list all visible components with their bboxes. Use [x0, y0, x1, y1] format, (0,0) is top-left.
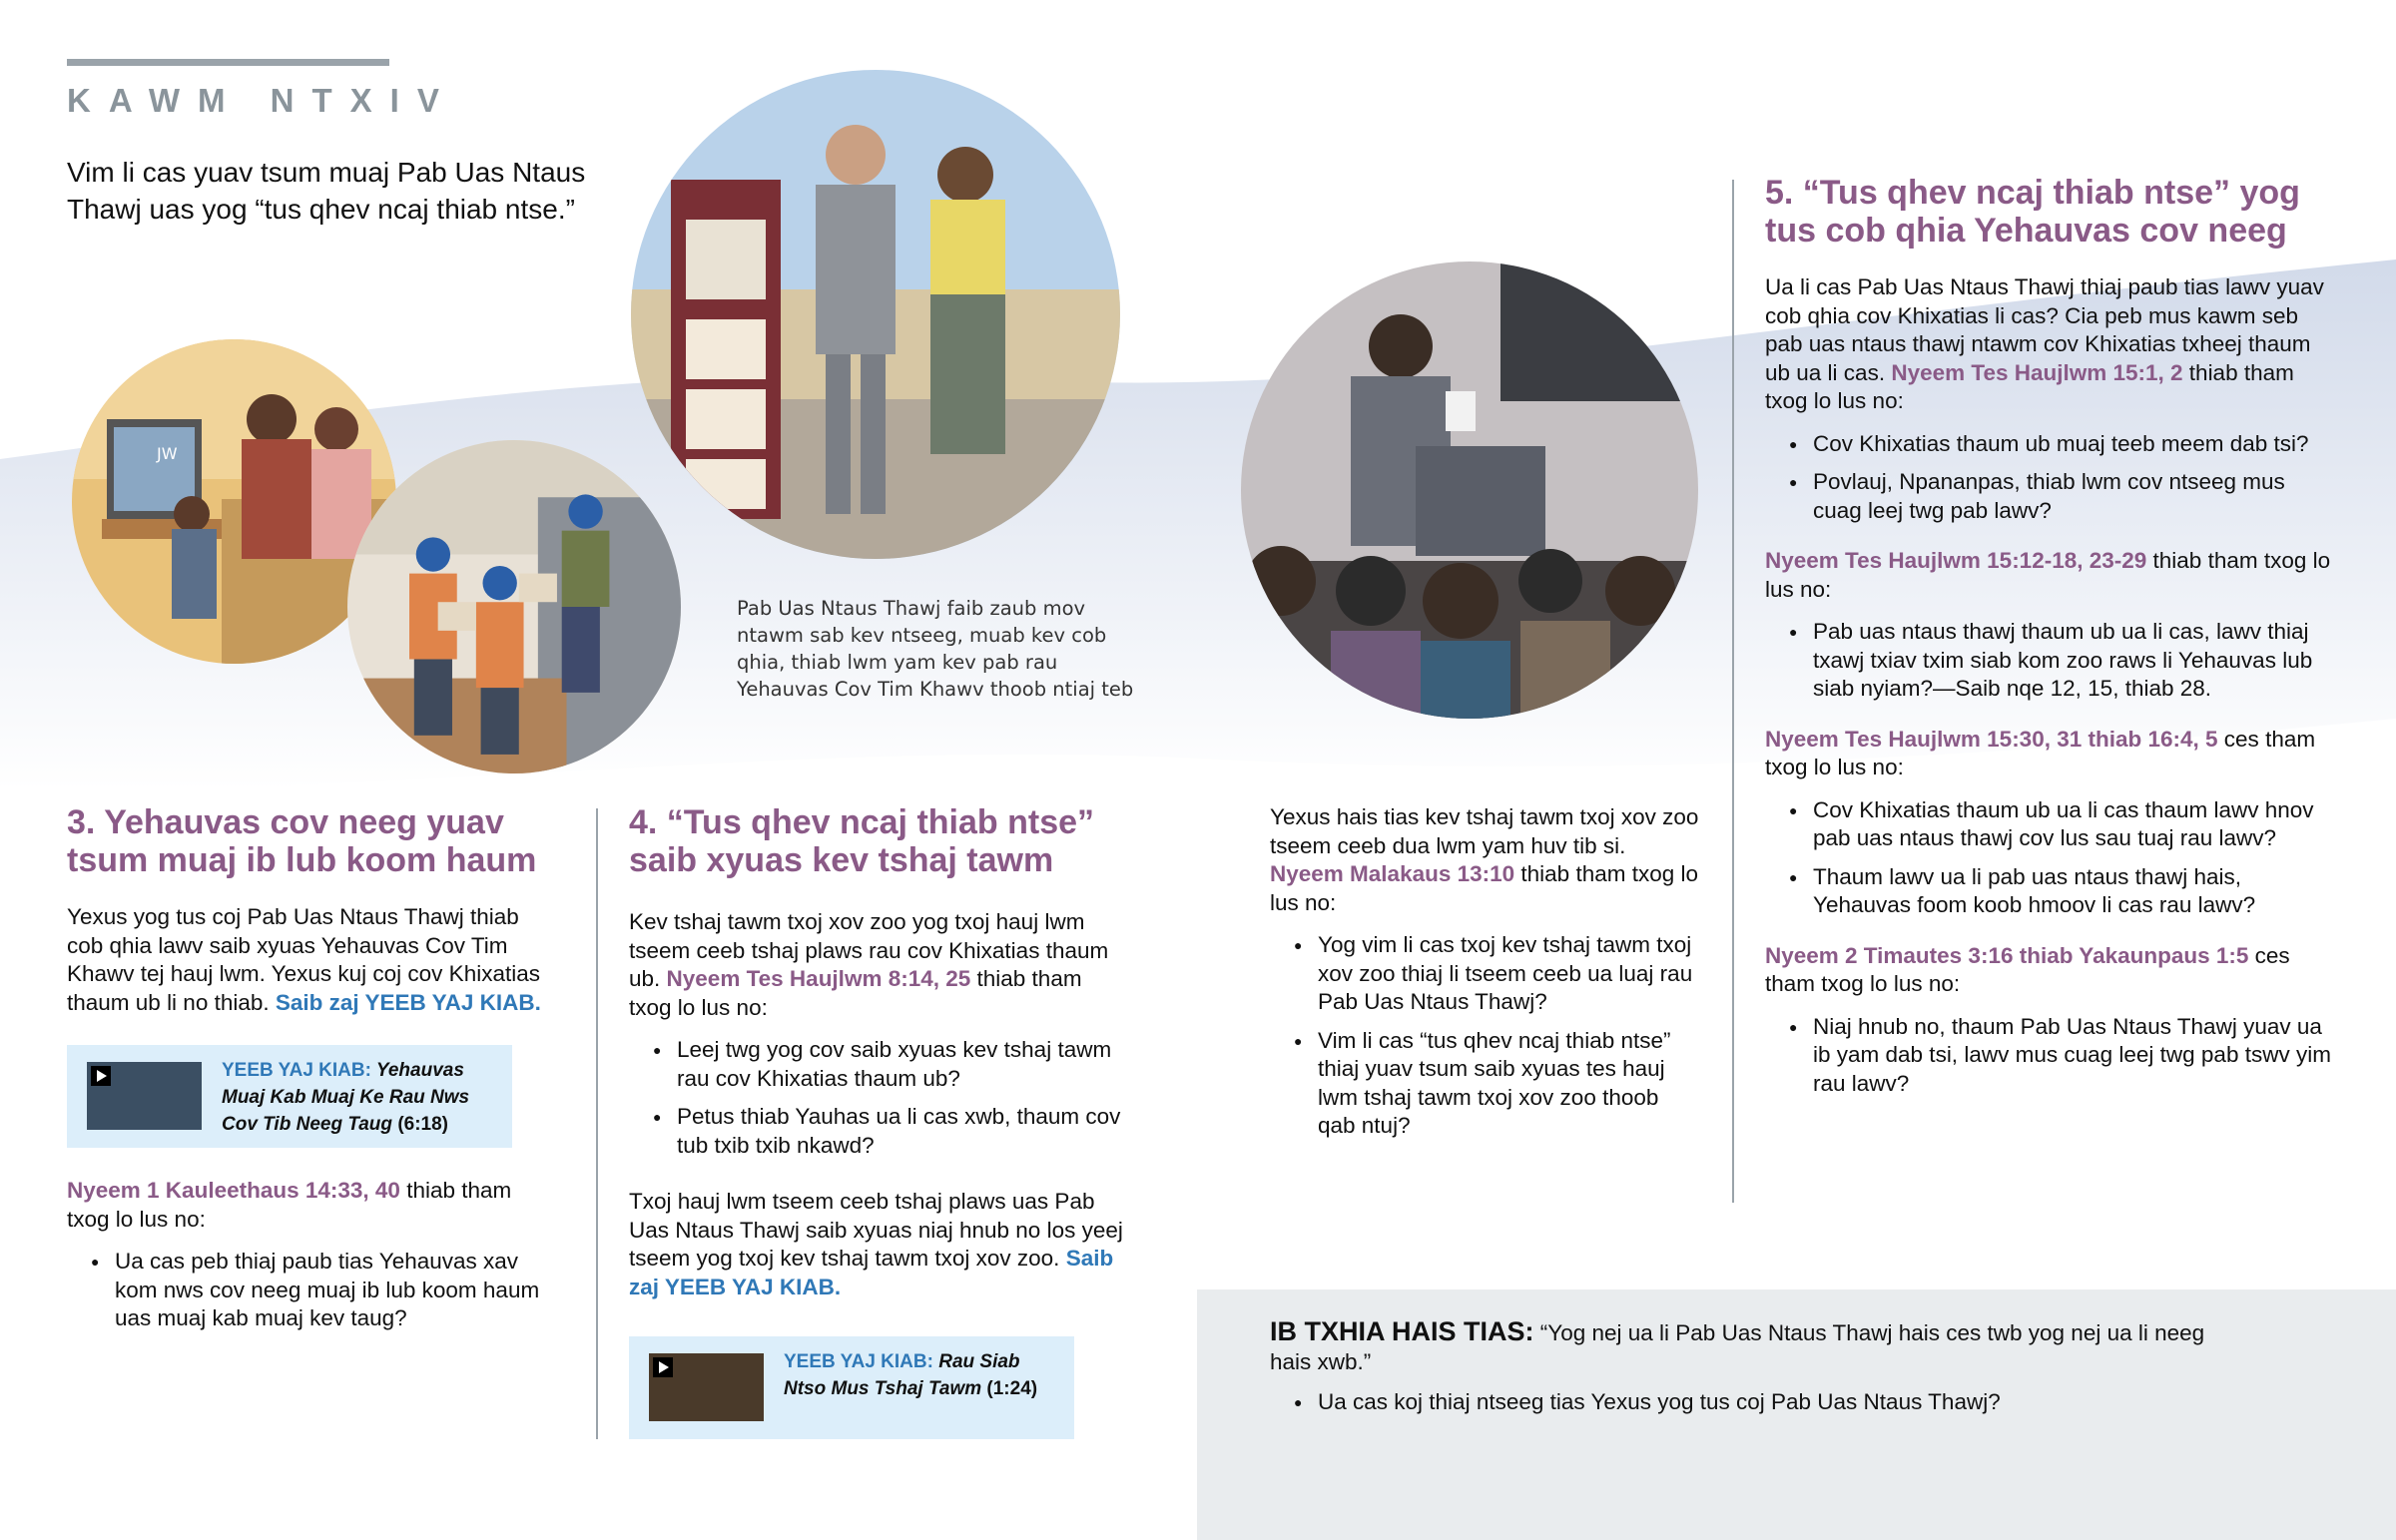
section3-bullets [67, 1248, 556, 1333]
list-item: ● Yog vim li cas txoj kev tshaj tawm txoj xov zoo thiaj li tseem ceeb ua luaj rau Pab Uas Ntaus Thawj? [1270, 931, 1699, 1017]
panel-quote: “Yog nej ua li Pab Uas Ntaus Thawj hais ces twb yog nej ua li neeg hais xwb.” [1270, 1320, 2205, 1374]
video-thumbnail[interactable] [649, 1353, 764, 1421]
column-divider [596, 808, 598, 1439]
section4-ref[interactable]: Nyeem Tes Haujlwm 8:14, 25 [666, 966, 971, 991]
image-caption: Pab Uas Ntaus Thawj faib zaub mov ntawm sab kev ntseeg, muab kev cob qhia, thiab lwm yam kev pab rau Yehauvas Cov Tim Khawv thoob ntiaj teb [737, 597, 1134, 701]
section4-body [629, 908, 1128, 1329]
section4-heading: 4. “Tus qhev ncaj thiab ntse” saib xyuas kev tshaj tawm [629, 803, 1095, 879]
section4b-bullets [1270, 931, 1699, 1141]
column-divider [1732, 180, 1734, 1203]
section5-body [1765, 273, 2334, 1108]
section3-video-link[interactable]: Saib zaj YEEB YAJ KIAB. [275, 989, 541, 1015]
section4-bullets [629, 1036, 1128, 1160]
video-duration: (1:24) [986, 1378, 1038, 1399]
section5-bullets2 [1765, 618, 2334, 704]
section5-ref4[interactable]: Nyeem 2 Timautes 3:16 thiab Yakaunpaus 1:5 [1765, 942, 2249, 968]
list-item: ● Ua cas koj thiaj ntseeg tias Yexus yog tus coj Pab Uas Ntaus Thawj? [1270, 1388, 2228, 1417]
intro-question: Vim li cas yuav tsum muaj Pab Uas Ntaus Thawj uas yog “tus qhev ncaj thiab ntse.” [67, 157, 586, 225]
section4-para2: Txoj hauj lwm tseem ceeb tshaj plaws uas Pab Uas Ntaus Thawj saib xyuas niaj hnub no los yeej tseem yog txoj kev tshaj tawm txoj xov zoo. [629, 1189, 1123, 1271]
section5-ref3-tail: ces tham txog lo lus no: [1765, 726, 2316, 779]
section4-video-text [784, 1348, 1063, 1402]
section4-video-card[interactable] [629, 1336, 1074, 1439]
section3-reading [67, 1177, 556, 1343]
panel-bullets [1270, 1388, 2228, 1417]
section3-para: Yexus yog tus coj Pab Uas Ntaus Thawj thiab cob qhia lawv saib xyuas Yehauvas Cov Tim Khawv tej hauj lwm. Yexus kuj coj cov Khixatias thaum ub li no thiab. [67, 904, 540, 1015]
list-item: ● Vim li cas “tus qhev ncaj thiab ntse” thiaj yuav tsum saib xyuas tes hauj lwm tshaj tawm txoj xov zoo thoob qab ntuj? [1270, 1027, 1699, 1141]
list-item: ● Petus thiab Yauhas ua li cas xwb, thaum cov tub txib txib nkawd? [629, 1103, 1128, 1160]
list-item: ● Ua cas peb thiaj paub tias Yehauvas xav kom nws cov neeg muaj ib lub koom haum uas muaj kab muaj kev taug? [67, 1248, 556, 1333]
section5-ref1-tail: thiab tham txog lo lus no: [1765, 359, 2294, 413]
list-item: ● Povlauj, Npananpas, thiab lwm cov ntseeg mus cuag leej twg pab lawv? [1765, 468, 2334, 525]
lesson-label: KAWM NTXIV [67, 82, 457, 119]
section5-ref1[interactable]: Nyeem Tes Haujlwm 15:1, 2 [1891, 359, 2183, 385]
section4b-body [1270, 803, 1699, 1151]
section4b-para: Yexus hais tias kev tshaj tawm txoj xov zoo tseem ceeb dua lwm yam huv tib si. [1270, 804, 1699, 858]
list-item: ● Thaum lawv ua li pab uas ntaus thawj hais, Yehauvas foom koob hmoov li cas rau lawv? [1765, 863, 2334, 920]
list-item: ● Cov Khixatias thaum ub muaj teeb meem dab tsi? [1765, 430, 2334, 459]
section4b-ref[interactable]: Nyeem Malakaus 13:10 [1270, 861, 1515, 886]
section5-ref4-tail: ces tham txog lo lus no: [1765, 942, 2290, 996]
literature-cart-illustration [631, 70, 1120, 559]
panel-body [1270, 1317, 2228, 1427]
header-rule [67, 59, 389, 66]
section5-heading: 5. “Tus qhev ncaj thiab ntse” yog tus cob qhia Yehauvas cov neeg [1765, 174, 2300, 250]
list-item: ● Cov Khixatias thaum ub ua li cas thaum lawv hnov pab uas ntaus thawj cov lus sau tuaj rau lawv? [1765, 796, 2334, 853]
video-label: YEEB YAJ KIAB: [784, 1351, 933, 1372]
section4b-ref-tail: thiab tham txog lo lus no: [1270, 861, 1699, 915]
section5-ref3[interactable]: Nyeem Tes Haujlwm 15:30, 31 thiab 16:4, 5 [1765, 726, 2218, 752]
objection-panel [1197, 1289, 2396, 1540]
panel-title: IB TXHIA HAIS TIAS: [1270, 1316, 1534, 1346]
list-item: ● Leej twg yog cov saib xyuas kev tshaj tawm rau cov Khixatias thaum ub? [629, 1036, 1128, 1093]
play-icon[interactable] [653, 1357, 673, 1377]
section3-ref-tail: thiab tham txog lo lus no: [67, 1178, 512, 1232]
video-title: Rau Siab Ntso Mus Tshaj Tawm [784, 1351, 1020, 1399]
section4-ref-tail: thiab tham txog lo lus no: [629, 966, 1082, 1020]
section5-bullets4 [1765, 1013, 2334, 1099]
list-item: ● Pab uas ntaus thawj thaum ub ua li cas, lawv thiaj txawj txiav txim siab kom zoo raws li Yehauvas lub siab nyiam?—Saib nqe 12, 15, thiab 28. [1765, 618, 2334, 704]
section5-para: Ua li cas Pab Uas Ntaus Thawj thiaj paub tias lawv yuav cob qhia cov Khixatias li cas? Cia peb mus kawm seb pab uas ntaus thawj ntawm cov Khixatias txheej thaum ub ua li cas. [1765, 274, 2324, 385]
section4-video-link[interactable]: Saib zaj YEEB YAJ KIAB. [629, 1246, 1114, 1299]
video-duration: (6:18) [397, 1114, 448, 1135]
section4-para: Kev tshaj tawm txoj xov zoo yog txoj hauj lwm tseem ceeb tshaj plaws rau cov Khixatias thaum ub. [629, 909, 1109, 991]
section3-heading: 3. Yehauvas cov neeg yuav tsum muaj ib lub koom haum [67, 803, 537, 879]
section3-video-text [222, 1057, 491, 1138]
section3-video-card[interactable] [67, 1045, 512, 1148]
video-thumbnail[interactable] [87, 1062, 202, 1130]
section3-body [67, 903, 556, 1045]
speaker-illustration [1241, 261, 1698, 719]
tv-logo: JW [157, 444, 178, 463]
section5-ref2-tail: thiab tham txog lo lus no: [1765, 548, 2331, 602]
section5-bullets1 [1765, 430, 2334, 526]
section5-ref2[interactable]: Nyeem Tes Haujlwm 15:12-18, 23-29 [1765, 548, 2147, 573]
workers-illustration [339, 432, 689, 781]
video-title: Yehauvas Muaj Kab Muaj Ke Rau Nws Cov Tib Neeg Taug [222, 1060, 470, 1135]
section5-bullets3 [1765, 796, 2334, 920]
list-item: ● Niaj hnub no, thaum Pab Uas Ntaus Thawj yuav ua ib yam dab tsi, lawv mus cuag leej twg pab tswv yim rau lawv? [1765, 1013, 2334, 1099]
play-icon[interactable] [91, 1066, 111, 1086]
video-label: YEEB YAJ KIAB: [222, 1060, 371, 1081]
section3-ref[interactable]: Nyeem 1 Kauleethaus 14:33, 40 [67, 1178, 400, 1203]
